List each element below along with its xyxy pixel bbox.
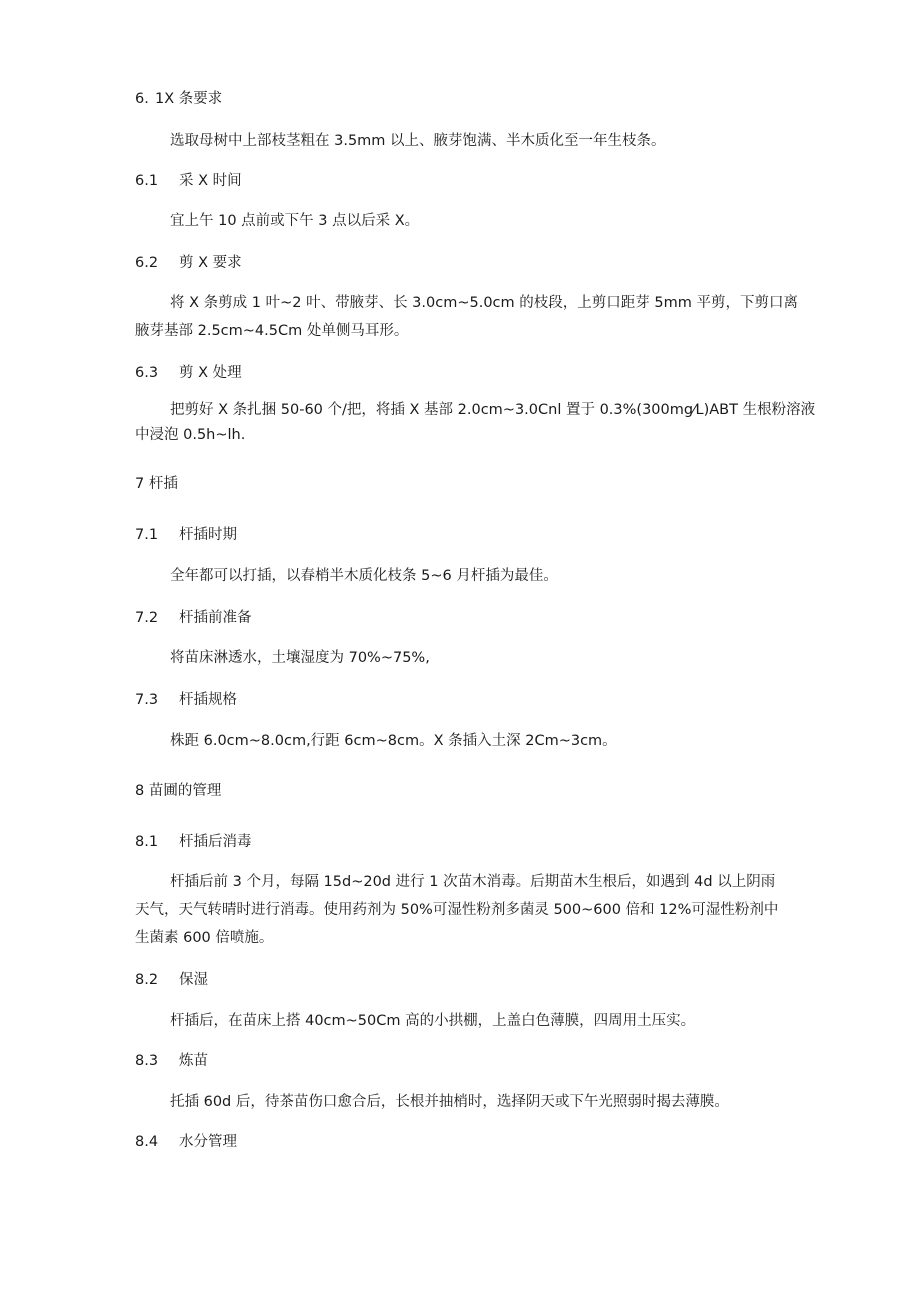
section-number: 7.3 bbox=[135, 692, 159, 708]
section-title: 杆插规格 bbox=[179, 692, 237, 708]
section-number: 6. bbox=[135, 91, 149, 107]
section-number: 8.2 bbox=[135, 972, 159, 988]
paragraph-line: 选取母树中上部枝茎粗在 3.5mm 以上、腋芽饱满、半木质化至一年生枝条。 bbox=[170, 133, 666, 149]
paragraph-line: 把剪好 X 条扎捆 50-60 个/把，将插 X 基部 2.0cm~3.0Cnl 置于 0.3%(300mg⁄L)ABT 生根粉溶液 bbox=[170, 402, 816, 418]
paragraph-line: 腋芽基部 2.5cm~4.5Cm 处单侧马耳形。 bbox=[135, 323, 409, 339]
paragraph-line: 天气，天气转晴时进行消毒。使用药剂为 50%可湿性粉剂多菌灵 500~600 倍和 12%可湿性粉剂中 bbox=[135, 902, 779, 918]
section-number: 6.3 bbox=[135, 365, 159, 381]
section-number: 8.1 bbox=[135, 834, 159, 850]
section-heading-8-1 bbox=[135, 832, 252, 852]
paragraph-line: 全年都可以打插，以春梢半木质化枝条 5~6 月杆插为最佳。 bbox=[170, 568, 558, 584]
paragraph-line: 杆插后，在苗床上搭 40cm~50Cm 高的小拱棚，上盖白色薄膜，四周用土压实。 bbox=[170, 1013, 696, 1029]
paragraph-line: 生菌素 600 倍喷施。 bbox=[135, 930, 274, 946]
section-title: 保湿 bbox=[179, 972, 208, 988]
section-heading-8-3 bbox=[135, 1051, 208, 1071]
section-number: 6.1 bbox=[135, 173, 159, 189]
paragraph-line: 将 X 条剪成 1 叶~2 叶、带腋芽、长 3.0cm~5.0cm 的枝段，上剪口距芽 5mm 平剪，下剪口离 bbox=[170, 295, 798, 311]
section-heading-6 bbox=[135, 89, 222, 109]
section-heading-6-1 bbox=[135, 171, 242, 191]
paragraph-line: 杆插后前 3 个月，每隔 15d~20d 进行 1 次苗木消毒。后期苗木生根后，如遇到 4d 以上阴雨 bbox=[170, 874, 776, 890]
section-title: 杆插时期 bbox=[179, 527, 237, 543]
section-heading-6-3 bbox=[135, 363, 242, 383]
section-number: 8.3 bbox=[135, 1053, 159, 1069]
section-number: 8.4 bbox=[135, 1134, 159, 1150]
section-title: 杆插前准备 bbox=[179, 610, 252, 626]
section-number: 6.2 bbox=[135, 255, 159, 271]
section-title: 1X 条要求 bbox=[155, 91, 223, 107]
section-title: 炼苗 bbox=[179, 1053, 208, 1069]
section-number: 7.2 bbox=[135, 610, 159, 626]
section-title: 采 X 时间 bbox=[179, 173, 242, 189]
section-heading-8: 8 苗圃的管理 bbox=[135, 783, 222, 799]
section-heading-7: 7 杆插 bbox=[135, 476, 178, 492]
section-number: 7.1 bbox=[135, 527, 159, 543]
paragraph-line: 中浸泡 0.5h~lh. bbox=[135, 427, 246, 443]
paragraph-line: 宜上午 10 点前或下午 3 点以后采 X。 bbox=[170, 213, 420, 229]
section-title: 水分管理 bbox=[179, 1134, 237, 1150]
section-heading-7-3 bbox=[135, 690, 237, 710]
section-heading-6-2 bbox=[135, 253, 242, 273]
section-heading-8-2 bbox=[135, 970, 208, 990]
section-heading-7-1 bbox=[135, 525, 237, 545]
section-title: 剪 X 要求 bbox=[179, 255, 242, 271]
section-heading-7-2 bbox=[135, 608, 252, 628]
section-heading-8-4 bbox=[135, 1132, 237, 1152]
paragraph-line: 株距 6.0cm~8.0cm,行距 6cm~8cm。X 条插入土深 2Cm~3cm。 bbox=[170, 733, 617, 749]
section-title: 剪 X 处理 bbox=[179, 365, 242, 381]
paragraph-line: 托插 60d 后，待茶苗伤口愈合后，长根并抽梢时，选择阴天或下午光照弱时揭去薄膜。 bbox=[170, 1094, 729, 1110]
paragraph-line: 将苗床淋透水，土壤湿度为 70%~75%, bbox=[170, 650, 430, 666]
section-title: 杆插后消毒 bbox=[179, 834, 252, 850]
